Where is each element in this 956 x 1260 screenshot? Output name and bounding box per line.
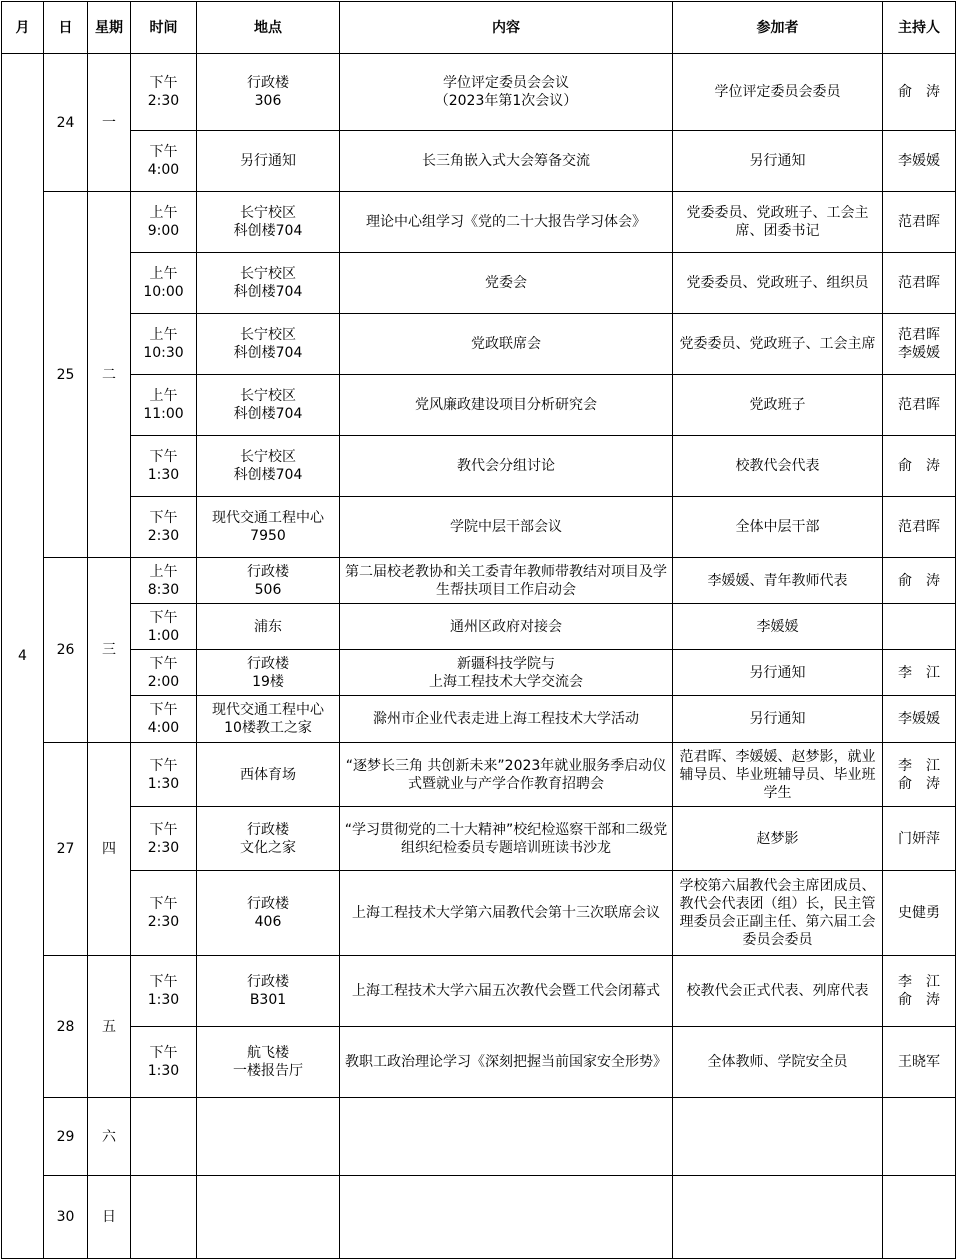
participants-cell	[673, 1098, 883, 1176]
host-cell: 李媛媛	[883, 131, 956, 192]
time-cell: 上午 9:00	[131, 192, 197, 253]
participants-cell: 全体教师、学院安全员	[673, 1027, 883, 1098]
table-row	[2, 436, 956, 497]
table-row	[2, 956, 956, 1027]
participants-cell: 全体中层干部	[673, 497, 883, 558]
date-cell: 30	[44, 1176, 88, 1259]
place-cell: 行政楼 506	[197, 558, 340, 604]
time-cell: 下午 1:30	[131, 436, 197, 497]
table-row	[2, 192, 956, 253]
host-cell: 李 江 俞 涛	[883, 743, 956, 807]
place-cell: 浦东	[197, 604, 340, 650]
participants-cell: 党委委员、党政班子、工会主席、团委书记	[673, 192, 883, 253]
content-cell: 党政联席会	[340, 314, 673, 375]
time-cell: 下午 1:30	[131, 743, 197, 807]
weekday-cell: 五	[88, 956, 131, 1098]
host-cell: 范君晖	[883, 192, 956, 253]
time-cell	[131, 1176, 197, 1259]
date-cell: 25	[44, 192, 88, 558]
content-cell: 党委会	[340, 253, 673, 314]
place-cell: 长宁校区 科创楼704	[197, 253, 340, 314]
header-participants: 参加者	[673, 2, 883, 54]
date-cell: 26	[44, 558, 88, 743]
header-row	[2, 2, 956, 54]
header-content: 内容	[340, 2, 673, 54]
time-cell	[131, 1098, 197, 1176]
place-cell: 航飞楼 一楼报告厅	[197, 1027, 340, 1098]
header-month: 月	[2, 2, 44, 54]
place-cell: 另行通知	[197, 131, 340, 192]
content-cell: 第二届校老教协和关工委青年教师带教结对项目及学生帮扶项目工作启动会	[340, 558, 673, 604]
participants-cell: 学校第六届教代会主席团成员、教代会代表团（组）长，民主管理委员会正副主任、第六届工会委员会委员	[673, 871, 883, 956]
content-cell	[340, 1098, 673, 1176]
host-cell: 范君晖	[883, 253, 956, 314]
host-cell: 门妍萍	[883, 807, 956, 871]
host-cell: 王晓军	[883, 1027, 956, 1098]
participants-cell: 范君晖、李媛媛、赵梦影，就业辅导员、毕业班辅导员、毕业班学生	[673, 743, 883, 807]
host-cell: 李 江	[883, 650, 956, 696]
participants-cell: 校教代会代表	[673, 436, 883, 497]
participants-cell: 李媛媛、青年教师代表	[673, 558, 883, 604]
content-cell: 教代会分组讨论	[340, 436, 673, 497]
table-row	[2, 558, 956, 604]
place-cell: 长宁校区 科创楼704	[197, 314, 340, 375]
header-place: 地点	[197, 2, 340, 54]
participants-cell: 另行通知	[673, 696, 883, 743]
host-cell: 范君晖	[883, 497, 956, 558]
content-cell: 学位评定委员会会议 （2023年第1次会议）	[340, 54, 673, 131]
participants-cell: 校教代会正式代表、列席代表	[673, 956, 883, 1027]
date-cell: 24	[44, 54, 88, 192]
content-cell: “学习贯彻党的二十大精神”校纪检巡察干部和二级党组织纪检委员专题培训班读书沙龙	[340, 807, 673, 871]
host-cell: 范君晖 李媛媛	[883, 314, 956, 375]
place-cell: 行政楼 406	[197, 871, 340, 956]
time-cell: 下午 1:30	[131, 956, 197, 1027]
place-cell: 西体育场	[197, 743, 340, 807]
content-cell: 理论中心组学习《党的二十大报告学习体会》	[340, 192, 673, 253]
participants-cell: 党委委员、党政班子、组织员	[673, 253, 883, 314]
place-cell: 现代交通工程中心 10楼教工之家	[197, 696, 340, 743]
table-row	[2, 807, 956, 871]
content-cell	[340, 1176, 673, 1259]
table-row	[2, 54, 956, 131]
participants-cell: 党委委员、党政班子、工会主席	[673, 314, 883, 375]
content-cell: 新疆科技学院与 上海工程技术大学交流会	[340, 650, 673, 696]
host-cell	[883, 604, 956, 650]
place-cell: 长宁校区 科创楼704	[197, 436, 340, 497]
place-cell: 现代交通工程中心 7950	[197, 497, 340, 558]
weekday-cell: 一	[88, 54, 131, 192]
host-cell: 俞 涛	[883, 54, 956, 131]
month-cell: 4	[2, 54, 44, 1259]
weekday-cell: 六	[88, 1098, 131, 1176]
content-cell: 上海工程技术大学六届五次教代会暨工代会闭幕式	[340, 956, 673, 1027]
table-row	[2, 497, 956, 558]
content-cell: “逐梦长三角 共创新未来”2023年就业服务季启动仪式暨就业与产学合作教育招聘会	[340, 743, 673, 807]
content-cell: 党风廉政建设项目分析研究会	[340, 375, 673, 436]
time-cell: 下午 4:00	[131, 696, 197, 743]
time-cell: 下午 2:00	[131, 650, 197, 696]
content-cell: 上海工程技术大学第六届教代会第十三次联席会议	[340, 871, 673, 956]
schedule-table	[1, 1, 956, 1259]
place-cell: 行政楼 B301	[197, 956, 340, 1027]
content-cell: 教职工政治理论学习《深刻把握当前国家安全形势》	[340, 1027, 673, 1098]
place-cell: 行政楼 文化之家	[197, 807, 340, 871]
weekday-cell: 四	[88, 743, 131, 956]
participants-cell: 李媛媛	[673, 604, 883, 650]
header-day: 日	[44, 2, 88, 54]
participants-cell: 另行通知	[673, 131, 883, 192]
table-row	[2, 131, 956, 192]
header-weekday: 星期	[88, 2, 131, 54]
table-row	[2, 314, 956, 375]
time-cell: 上午 10:30	[131, 314, 197, 375]
participants-cell: 赵梦影	[673, 807, 883, 871]
place-cell: 行政楼 19楼	[197, 650, 340, 696]
host-cell: 俞 涛	[883, 558, 956, 604]
participants-cell: 另行通知	[673, 650, 883, 696]
table-row	[2, 871, 956, 956]
table-row	[2, 1027, 956, 1098]
weekday-cell: 三	[88, 558, 131, 743]
time-cell: 上午 11:00	[131, 375, 197, 436]
table-row	[2, 253, 956, 314]
participants-cell: 党政班子	[673, 375, 883, 436]
time-cell: 下午 2:30	[131, 497, 197, 558]
participants-cell: 学位评定委员会委员	[673, 54, 883, 131]
weekday-cell: 二	[88, 192, 131, 558]
table-row	[2, 1176, 956, 1259]
table-row	[2, 650, 956, 696]
host-cell: 李 江 俞 涛	[883, 956, 956, 1027]
time-cell: 下午 1:00	[131, 604, 197, 650]
host-cell	[883, 1176, 956, 1259]
place-cell	[197, 1176, 340, 1259]
content-cell: 滁州市企业代表走进上海工程技术大学活动	[340, 696, 673, 743]
time-cell: 下午 4:00	[131, 131, 197, 192]
time-cell: 下午 2:30	[131, 871, 197, 956]
participants-cell	[673, 1176, 883, 1259]
content-cell: 通州区政府对接会	[340, 604, 673, 650]
host-cell: 俞 涛	[883, 436, 956, 497]
table-row	[2, 604, 956, 650]
date-cell: 29	[44, 1098, 88, 1176]
time-cell: 下午 1:30	[131, 1027, 197, 1098]
place-cell	[197, 1098, 340, 1176]
time-cell: 下午 2:30	[131, 807, 197, 871]
time-cell: 上午 8:30	[131, 558, 197, 604]
time-cell: 下午 2:30	[131, 54, 197, 131]
content-cell: 学院中层干部会议	[340, 497, 673, 558]
table-row	[2, 743, 956, 807]
table-row	[2, 375, 956, 436]
host-cell: 李媛媛	[883, 696, 956, 743]
content-cell: 长三角嵌入式大会筹备交流	[340, 131, 673, 192]
time-cell: 上午 10:00	[131, 253, 197, 314]
header-time: 时间	[131, 2, 197, 54]
header-host: 主持人	[883, 2, 956, 54]
weekday-cell: 日	[88, 1176, 131, 1259]
host-cell	[883, 1098, 956, 1176]
host-cell: 史健勇	[883, 871, 956, 956]
date-cell: 27	[44, 743, 88, 956]
host-cell: 范君晖	[883, 375, 956, 436]
place-cell: 长宁校区 科创楼704	[197, 375, 340, 436]
place-cell: 行政楼 306	[197, 54, 340, 131]
date-cell: 28	[44, 956, 88, 1098]
table-row	[2, 1098, 956, 1176]
place-cell: 长宁校区 科创楼704	[197, 192, 340, 253]
table-row	[2, 696, 956, 743]
